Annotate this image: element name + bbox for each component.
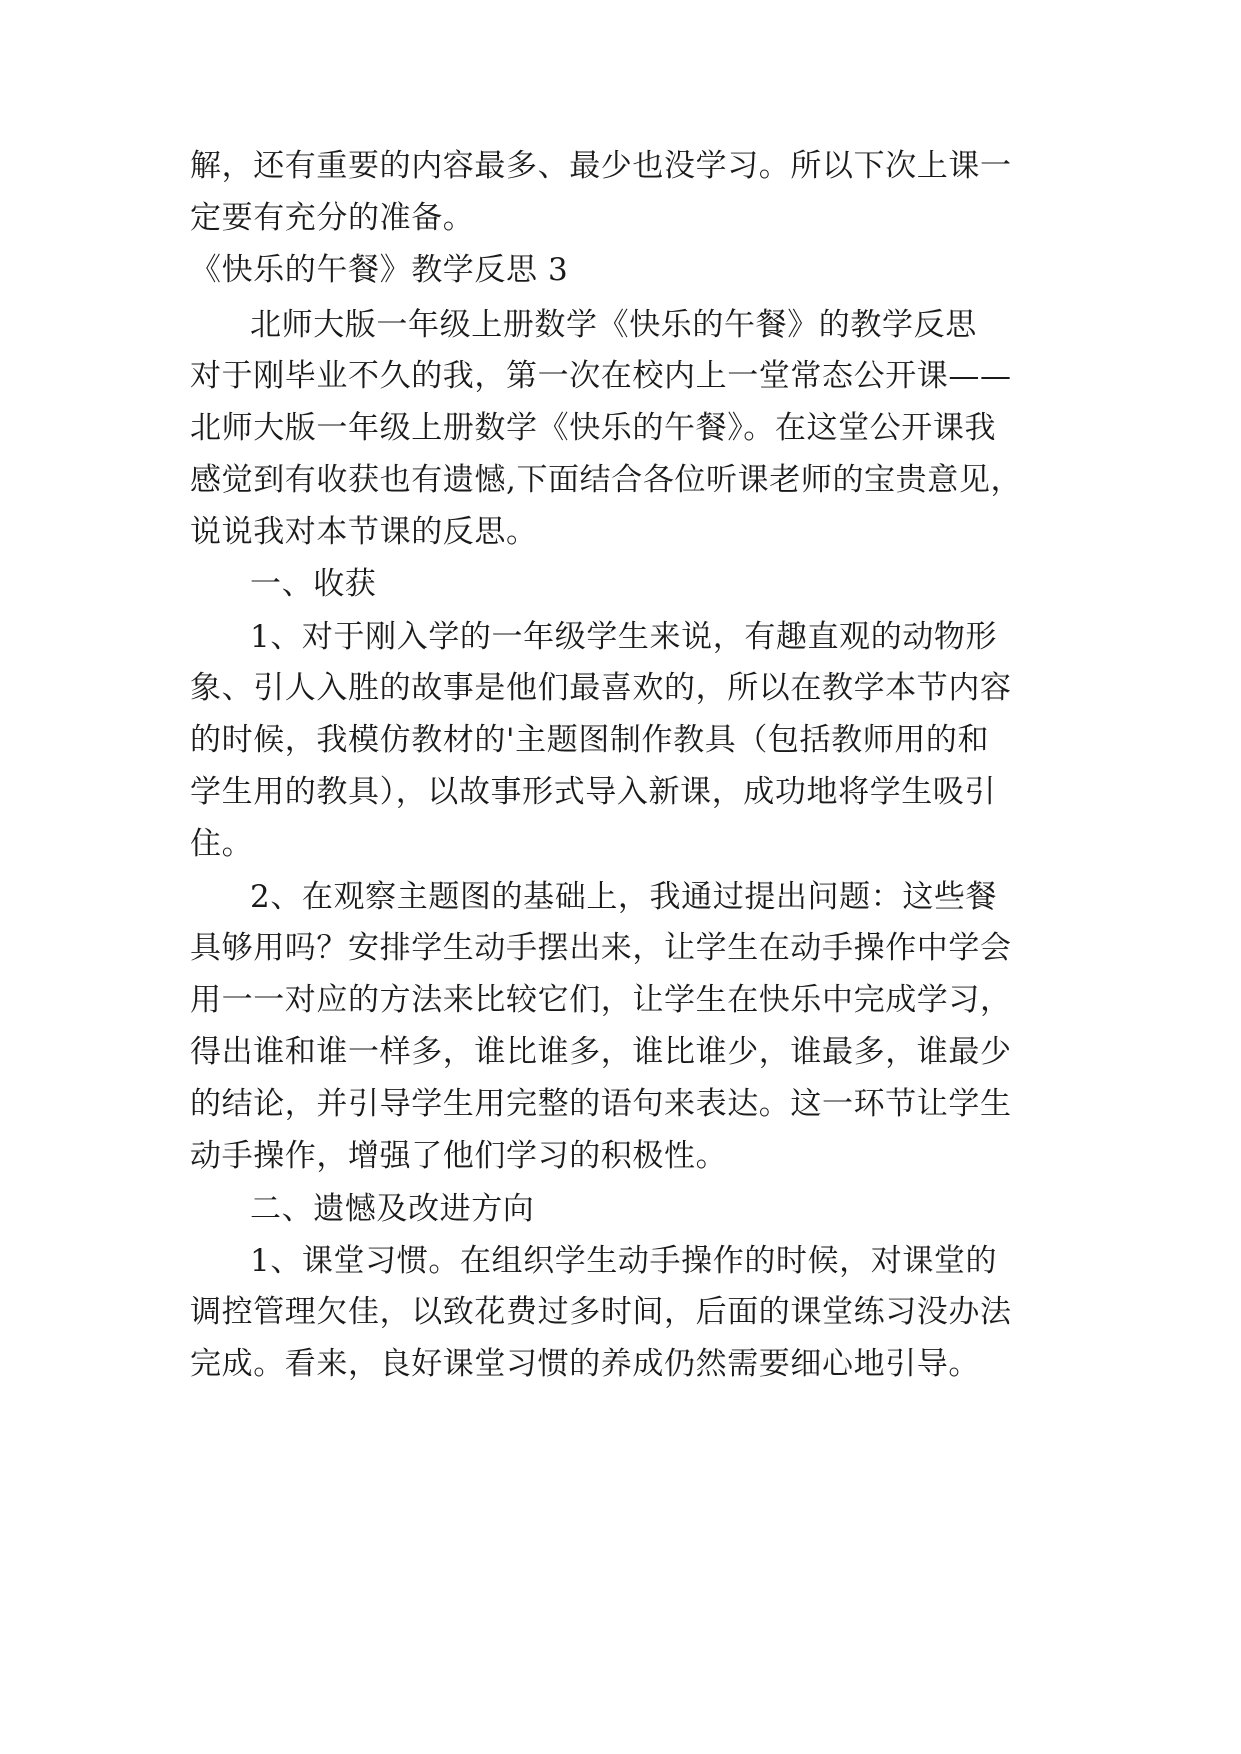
- body-text-line: 用一一对应的方法来比较它们，让学生在快乐中完成学习，: [190, 982, 1012, 1018]
- subheading-regrets: 二、遗憾及改进方向: [250, 1191, 535, 1227]
- paragraph-first-line: 2、在观察主题图的基础上，我通过提出问题：这些餐: [250, 879, 998, 915]
- body-text-line: 完成。看来，良好课堂习惯的养成仍然需要细心地引导。: [190, 1346, 980, 1382]
- paragraph-first-line: 1、课堂习惯。在组织学生动手操作的时候，对课堂的: [250, 1243, 998, 1279]
- body-text-line: 具够用吗？安排学生动手摆出来，让学生在动手操作中学会: [190, 930, 1012, 966]
- body-text-line: 感觉到有收获也有遗憾,下面结合各位听课老师的宝贵意见，: [190, 462, 1023, 498]
- body-text-line: 定要有充分的准备。: [190, 200, 475, 236]
- body-text-line: 象、引人入胜的故事是他们最喜欢的，所以在教学本节内容: [190, 670, 1012, 706]
- body-text-line: 住。: [190, 826, 254, 862]
- body-text-line: 学生用的教具），以故事形式导入新课，成功地将学生吸引: [190, 774, 997, 810]
- body-text-line: 解，还有重要的内容最多、最少也没学习。所以下次上课一: [190, 148, 1012, 184]
- subheading-gains: 一、收获: [250, 566, 377, 602]
- body-text-line: 调控管理欠佳，以致花费过多时间，后面的课堂练习没办法: [190, 1294, 1012, 1330]
- section-heading: 《快乐的午餐》教学反思 3: [190, 252, 569, 288]
- body-text-line: 得出谁和谁一样多，谁比谁多，谁比谁少，谁最多，谁最少: [190, 1034, 1012, 1070]
- body-text-line: 的时候，我模仿教材的'主题图制作教具（包括教师用的和: [190, 722, 990, 758]
- body-text-line: 说说我对本节课的反思。: [190, 514, 538, 550]
- body-text-line: 北师大版一年级上册数学《快乐的午餐》。在这堂公开课我: [190, 410, 997, 446]
- body-text-line: 的结论，并引导学生用完整的语句来表达。这一环节让学生: [190, 1086, 1012, 1122]
- paragraph-first-line: 北师大版一年级上册数学《快乐的午餐》的教学反思: [250, 307, 977, 343]
- paragraph-first-line: 1、对于刚入学的一年级学生来说，有趣直观的动物形: [250, 619, 998, 655]
- body-text-line: 动手操作，增强了他们学习的积极性。: [190, 1138, 728, 1174]
- body-text-line: 对于刚毕业不久的我，第一次在校内上一堂常态公开课——: [190, 358, 1012, 394]
